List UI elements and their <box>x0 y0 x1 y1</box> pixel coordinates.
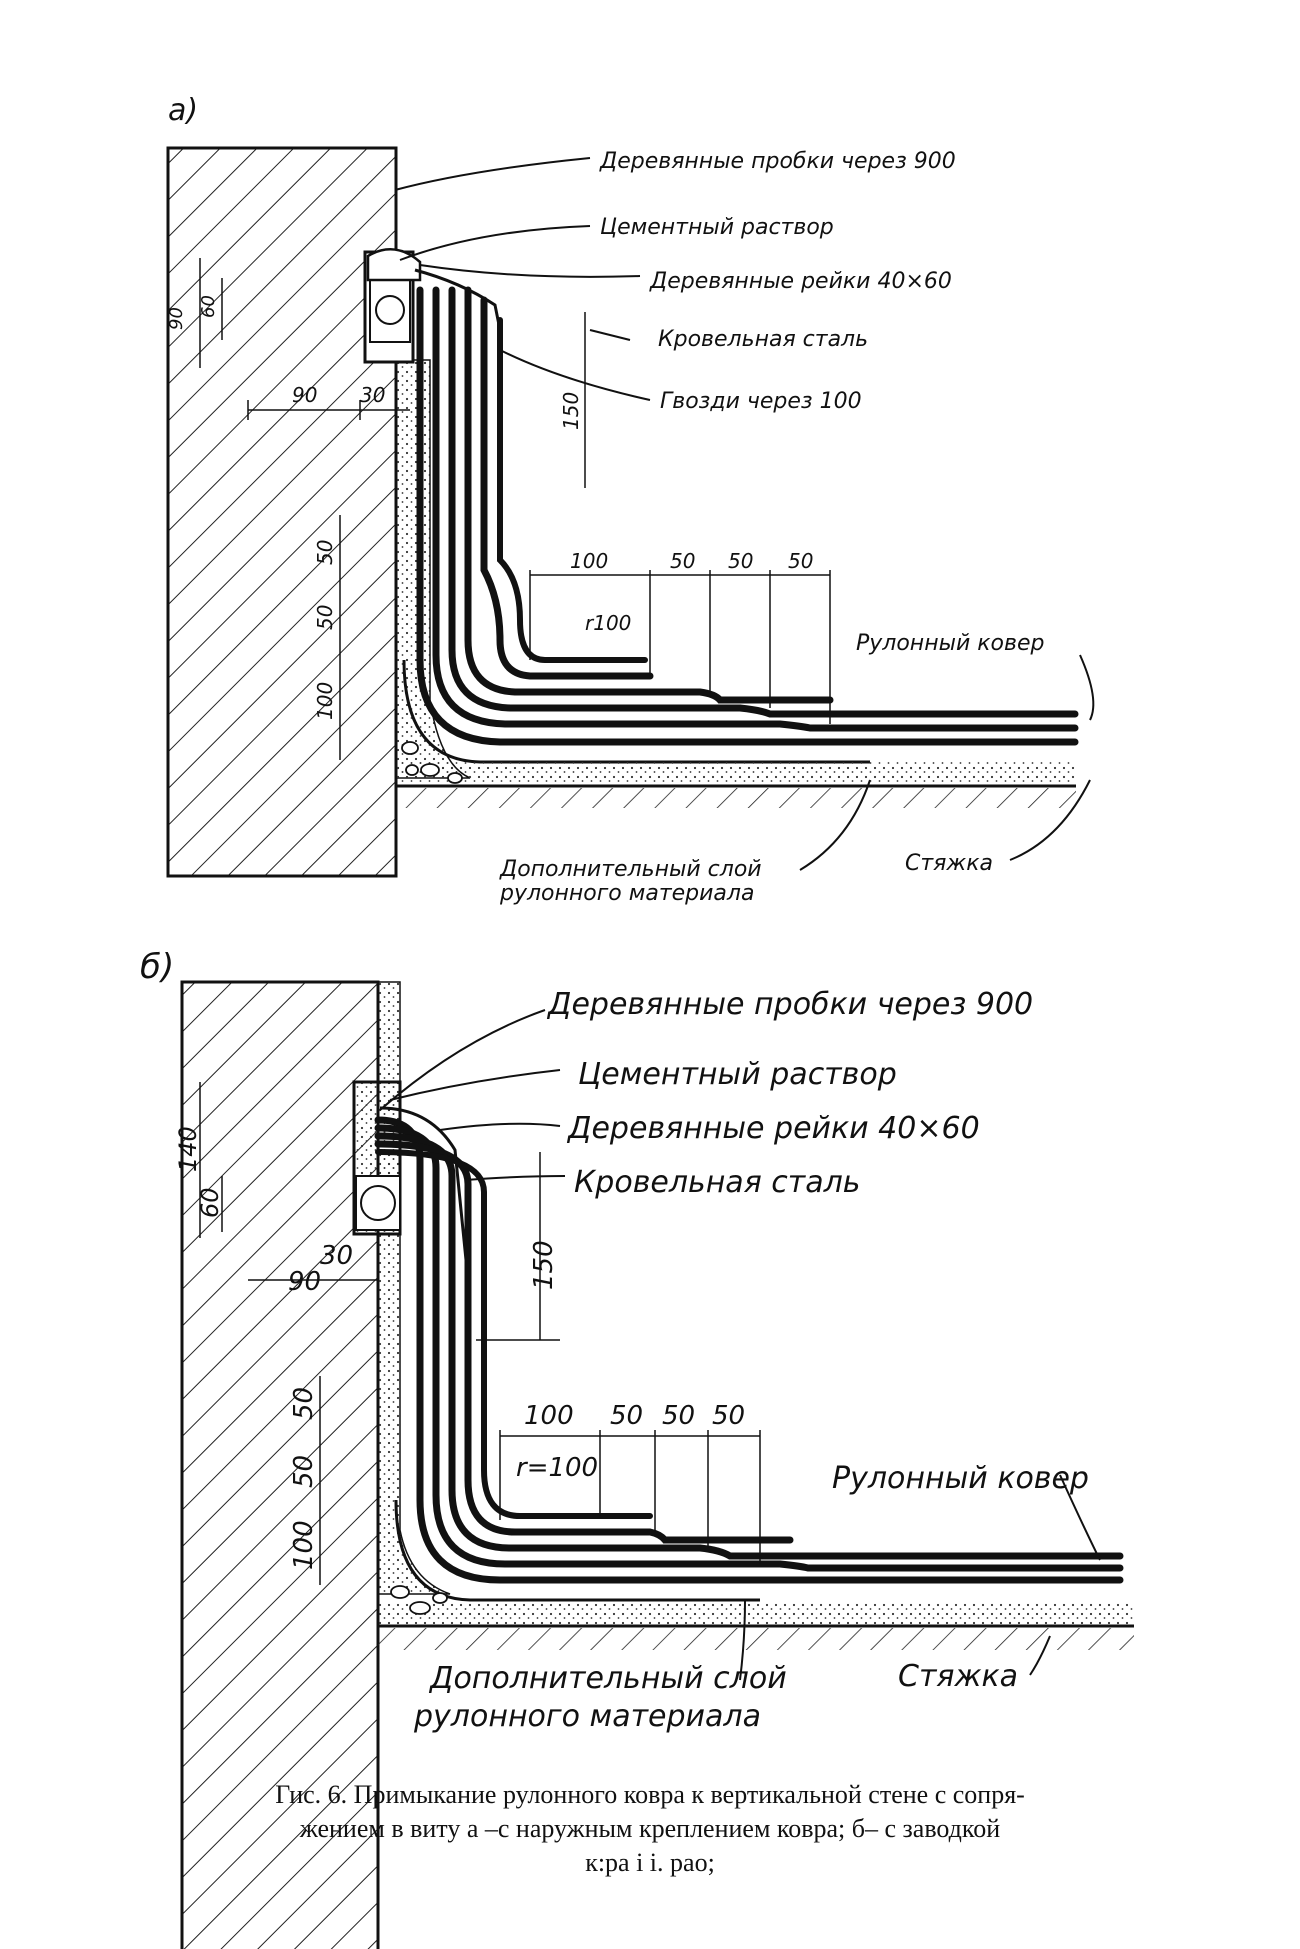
dim-140-b: 140 <box>174 1126 202 1172</box>
dim-30h-a: 30 <box>360 383 386 407</box>
dim-50a-a: 50 <box>313 539 337 565</box>
label-extra-layer1-b: Дополнительный слой <box>430 1661 787 1696</box>
base-b <box>378 1628 1134 1650</box>
base-a <box>396 788 1076 808</box>
dim-50e-b: 50 <box>712 1401 746 1431</box>
dim-30-b: 30 <box>320 1241 354 1271</box>
caption-line-3: к:ра і і. рао; <box>585 1848 715 1877</box>
dim-90-b: 90 <box>288 1267 322 1297</box>
dim-50d-a: 50 <box>728 549 754 573</box>
label-wood-plugs-b: Деревянные пробки через 900 <box>548 987 1034 1022</box>
screed-a <box>396 762 1076 786</box>
dim-50c-a: 50 <box>670 549 696 573</box>
dim-radius-a: r100 <box>585 611 632 635</box>
dim-90h-a: 90 <box>292 383 318 407</box>
panel-label-b: б) <box>140 947 175 987</box>
label-nails-a: Гвозди через 100 <box>660 389 862 414</box>
dim-50b-a: 50 <box>313 604 337 630</box>
dim-100h-b: 100 <box>524 1401 574 1431</box>
caption-line-1: Гис. 6. Примыкание рулонного ковра к вертикальной стене с сопря- <box>275 1780 1025 1809</box>
label-extra-layer1-a: Дополнительный слой <box>500 857 762 882</box>
label-cement-mortar-a: Цементный раствор <box>600 215 834 240</box>
dim-50c-b: 50 <box>610 1401 644 1431</box>
caption-line-2: жением в виту а –с наружным креплением ковра; б– с заводкой <box>299 1814 1001 1843</box>
label-cement-mortar-b: Цементный раствор <box>578 1057 897 1092</box>
dim-150-b: 150 <box>529 1240 559 1290</box>
dim-50a-b: 50 <box>289 1386 319 1420</box>
dim-50b-b: 50 <box>289 1454 319 1488</box>
label-roll-carpet-b: Рулонный ковер <box>832 1461 1089 1496</box>
dim-100h-a: 100 <box>570 549 609 573</box>
label-wood-plugs-a: Деревянные пробки через 900 <box>600 149 956 174</box>
dim-radius-b: r=100 <box>516 1453 599 1483</box>
figure-caption <box>150 1778 1150 1880</box>
label-roof-steel-b: Кровельная сталь <box>574 1165 861 1200</box>
dim-50e-a: 50 <box>788 549 814 573</box>
label-screed-a: Стяжка <box>905 851 993 876</box>
label-roof-steel-a: Кровельная сталь <box>658 327 869 352</box>
label-roll-carpet-a: Рулонный ковер <box>856 631 1045 656</box>
dim-100v-b: 100 <box>289 1520 319 1570</box>
dim-150-a: 150 <box>559 391 583 430</box>
dim-50d-b: 50 <box>662 1401 696 1431</box>
label-wood-battens-b: Деревянные рейки 40×60 <box>568 1111 980 1146</box>
figure-a <box>166 93 1093 906</box>
wood-batten-b <box>356 1176 400 1230</box>
label-extra-layer2-a: рулонного материала <box>500 881 755 906</box>
label-wood-battens-a: Деревянные рейки 40×60 <box>650 269 952 294</box>
dim-100v-a: 100 <box>313 681 337 720</box>
dim-60v-a: 60 <box>198 295 219 318</box>
wall-a <box>168 148 396 876</box>
dim-60-b: 60 <box>196 1187 224 1218</box>
screed-b <box>378 1602 1134 1626</box>
dim-90v-a: 90 <box>166 307 187 330</box>
label-extra-layer2-b: рулонного материала <box>414 1699 761 1734</box>
panel-label-a: а) <box>168 93 199 128</box>
label-screed-b: Стяжка <box>898 1659 1018 1694</box>
